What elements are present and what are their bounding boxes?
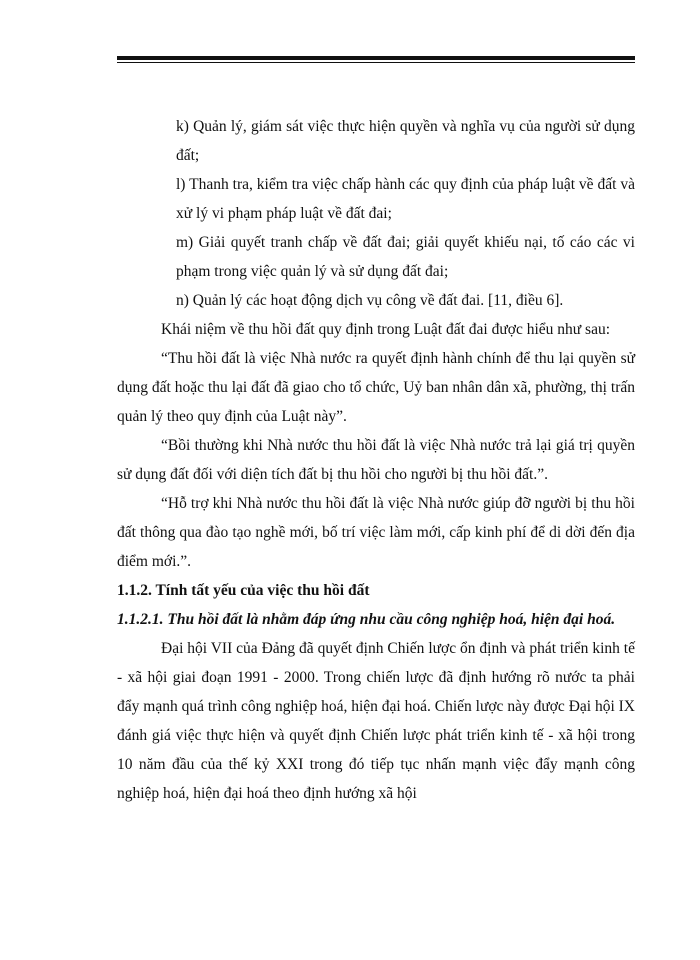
paragraph-strategy: Đại hội VII của Đảng đã quyết định Chiến lược ổn định và phát triển kinh tế - xã hội giai đoạn 1991 - 2000. Trong chiến lược đã định hướng rõ nước ta phải đẩy mạnh quá trình công nghiệp hoá, hiện đại hoá. Chiến lược này được Đại hội IX đánh giá việc thực hiện và quyết định Chiến lược phát triển kinh tế - xã hội trong 10 năm đầu của thế kỷ XXI trong đó tiếp tục nhấn mạnh việc đẩy mạnh công nghiệp hoá, hiện đại hoá theo định hướng xã hội xyxy=(117,640,635,802)
header-rule xyxy=(117,56,635,64)
quote-support-definition: “Hỗ trợ khi Nhà nước thu hồi đất là việc Nhà nước giúp đỡ người bị thu hồi đất thông qua đào tạo nghề mới, bố trí việc làm mới, cấp kinh phí để di dời đến địa điểm mới.”. xyxy=(117,495,635,570)
section-heading-1-1-2: 1.1.2. Tính tất yếu của việc thu hồi đất xyxy=(117,582,370,599)
quote-land-recovery-definition: “Thu hồi đất là việc Nhà nước ra quyết định hành chính để thu lại quyền sử dụng đất hoặc thu lại đất đã giao cho tổ chức, Uỷ ban nhân dân xã, phường, thị trấn quản lý theo quy định của Luật này”. xyxy=(117,350,635,425)
header-rule-thin-line xyxy=(117,62,635,63)
list-item-n: n) Quản lý các hoạt động dịch vụ công về đất đai. [11, điều 6]. xyxy=(176,292,564,309)
page-body xyxy=(117,112,635,808)
paragraph-intro: Khái niệm về thu hồi đất quy định trong Luật đất đai được hiểu như sau: xyxy=(161,321,611,338)
subsection-heading-1-1-2-1: 1.1.2.1. Thu hồi đất là nhằm đáp ứng nhu cầu công nghiệp hoá, hiện đại hoá. xyxy=(117,611,616,628)
list-item-m: m) Giải quyết tranh chấp về đất đai; giải quyết khiếu nại, tố cáo các vi phạm trong việc quản lý và sử dụng đất đai; xyxy=(176,234,635,280)
list-item-l: l) Thanh tra, kiểm tra việc chấp hành các quy định của pháp luật về đất và xử lý vi phạm pháp luật về đất đai; xyxy=(176,176,635,222)
quote-compensation-definition: “Bồi thường khi Nhà nước thu hồi đất là việc Nhà nước trả lại giá trị quyền sử dụng đất đối với diện tích đất bị thu hồi cho người bị thu hồi đất.”. xyxy=(117,437,635,483)
header-rule-thick-line xyxy=(117,56,635,60)
list-item-k: k) Quản lý, giám sát việc thực hiện quyền và nghĩa vụ của người sử dụng đất; xyxy=(176,118,635,164)
